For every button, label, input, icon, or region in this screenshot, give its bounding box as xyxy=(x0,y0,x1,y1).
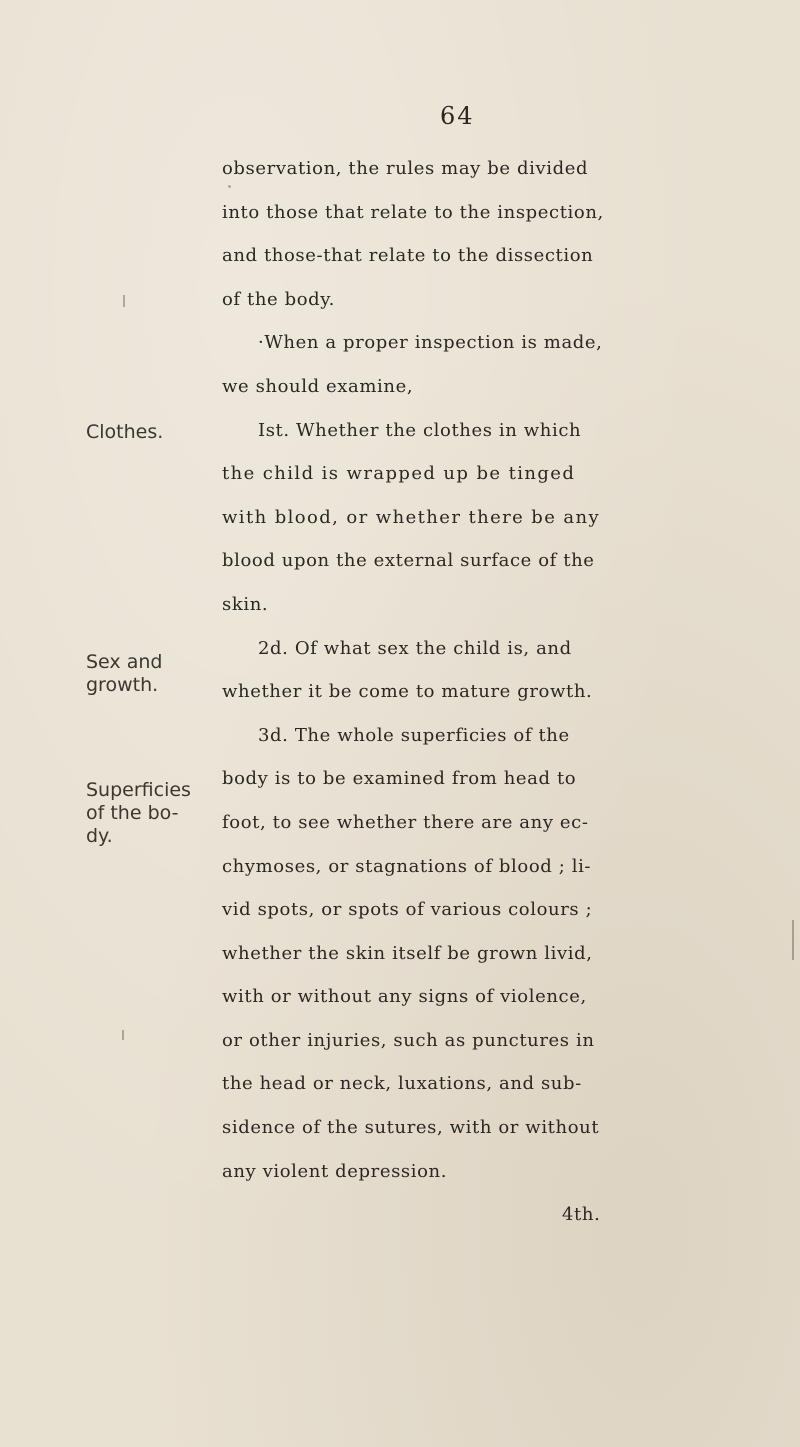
text-line: ·When a proper inspection is made, xyxy=(258,332,603,354)
margin-note-line: Clothes. xyxy=(86,421,164,443)
text-line: or other injuries, such as punctures in xyxy=(222,1029,595,1051)
text-line: into those that relate to the inspection, xyxy=(222,201,604,223)
text-line: sidence of the sutures, with or without xyxy=(222,1117,600,1139)
text-line: skin. xyxy=(222,593,269,615)
body-text xyxy=(222,147,800,1237)
text-line: any violent depression. xyxy=(222,1160,448,1182)
margin-note-clothes xyxy=(86,421,226,444)
text-line: Ist. Whether the clothes in which xyxy=(258,419,582,441)
margin-note-line: dy. xyxy=(86,825,113,847)
margin-note-line: Sex and xyxy=(86,651,163,673)
text-line: 3d. The whole superficies of the xyxy=(258,724,570,746)
ink-speck xyxy=(123,295,125,307)
text-line: with or without any signs of violence, xyxy=(222,986,587,1008)
margin-note-superficies xyxy=(86,779,226,848)
text-line: the child is wrapped up be tinged xyxy=(222,463,576,485)
page-number: 64 xyxy=(440,102,475,130)
text-line: of the body. xyxy=(222,288,336,310)
text-line: chymoses, or stagnations of blood ; li- xyxy=(222,855,592,877)
text-line: observation, the rules may be divided xyxy=(222,158,589,179)
text-line: and those-that relate to the dissection xyxy=(222,245,594,267)
ink-speck xyxy=(122,1030,124,1040)
text-line: body is to be examined from head to xyxy=(222,768,577,790)
text-line: we should examine, xyxy=(222,375,414,397)
margin-note-line: growth. xyxy=(86,674,159,696)
text-line: 2d. Of what sex the child is, and xyxy=(258,637,572,659)
text-line: the head or neck, luxations, and sub- xyxy=(222,1073,582,1095)
margin-note-line: of the bo- xyxy=(86,802,179,824)
margin-note-sex-and-growth xyxy=(86,651,226,697)
text-line: vid spots, or spots of various colours ; xyxy=(222,899,593,921)
text-line: blood upon the external surface of the xyxy=(222,550,595,572)
catchword: 4th. xyxy=(562,1204,601,1226)
text-line: whether it be come to mature growth. xyxy=(222,681,593,703)
text-line: foot, to see whether there are any ec- xyxy=(222,811,589,833)
text-line: whether the skin itself be grown livid, xyxy=(222,942,593,964)
text-line: with blood, or whether there be any xyxy=(222,506,601,528)
margin-note-line: Superficies xyxy=(86,779,191,801)
